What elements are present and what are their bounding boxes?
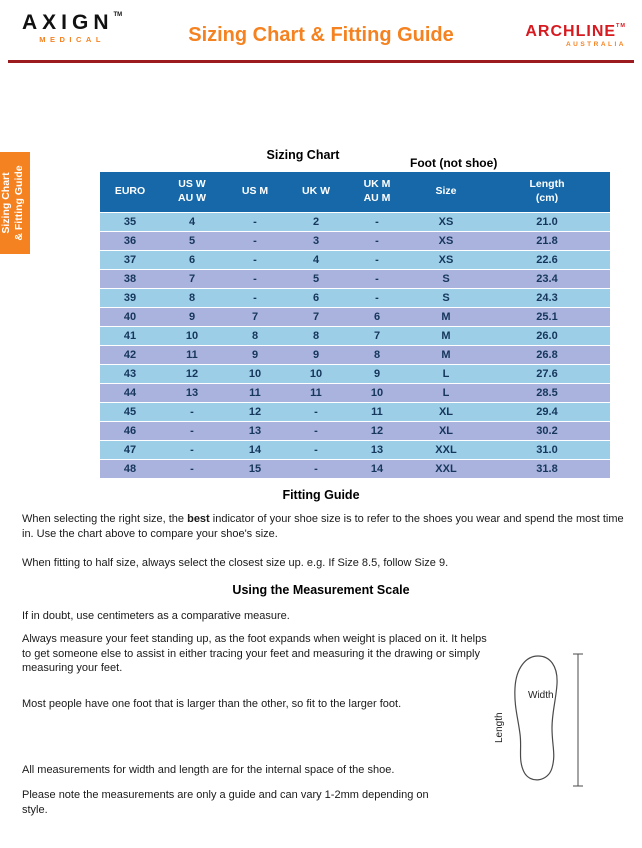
table-cell: 12	[224, 403, 286, 422]
table-cell: -	[286, 460, 346, 479]
table-cell: -	[224, 251, 286, 270]
table-cell: -	[346, 270, 408, 289]
table-cell: 7	[346, 327, 408, 346]
table-cell: 9	[346, 365, 408, 384]
table-cell: 6	[160, 251, 224, 270]
column-header: UK M AU M	[346, 172, 408, 213]
table-cell: 40	[100, 308, 160, 327]
table-cell: XXL	[408, 460, 484, 479]
table-cell: -	[286, 422, 346, 441]
table-cell: 4	[286, 251, 346, 270]
table-cell: M	[408, 346, 484, 365]
axign-wordmark: AXIGN	[22, 11, 114, 34]
table-cell: S	[408, 289, 484, 308]
table-cell: 29.4	[484, 403, 610, 422]
table-cell: L	[408, 384, 484, 403]
table-row	[100, 422, 610, 441]
fitting-guide-paragraph-2: When fitting to half size, always select the closest size up. e.g. If Size 8.5, follow Size 9.	[22, 557, 449, 569]
table-cell: -	[224, 213, 286, 232]
table-row	[100, 346, 610, 365]
table-cell: 15	[224, 460, 286, 479]
table-row	[100, 384, 610, 403]
p1-bold-text: best	[187, 513, 210, 525]
p1-text: When selecting the right size, the	[22, 513, 188, 525]
table-row	[100, 327, 610, 346]
column-header: Length (cm)	[484, 172, 610, 213]
column-header: US M	[224, 172, 286, 213]
table-cell: 13	[160, 384, 224, 403]
header	[0, 0, 642, 60]
table-cell: XXL	[408, 441, 484, 460]
table-cell: 35	[100, 213, 160, 232]
table-cell: 41	[100, 327, 160, 346]
table-cell: 13	[224, 422, 286, 441]
table-cell: 42	[100, 346, 160, 365]
table-cell: XS	[408, 232, 484, 251]
table-cell: 27.6	[484, 365, 610, 384]
side-tab	[0, 152, 30, 254]
side-tab-line2: & Fitting Guide	[13, 165, 25, 241]
header-divider	[8, 60, 634, 63]
table-cell: 4	[160, 213, 224, 232]
table-cell: 11	[286, 384, 346, 403]
table-cell: 7	[160, 270, 224, 289]
table-cell: 11	[160, 346, 224, 365]
table-cell: -	[160, 403, 224, 422]
table-cell: 8	[224, 327, 286, 346]
table-cell: 9	[224, 346, 286, 365]
table-cell: 39	[100, 289, 160, 308]
column-header: Size	[408, 172, 484, 213]
table-cell: 38	[100, 270, 160, 289]
table-cell: -	[286, 441, 346, 460]
column-header: EURO	[100, 172, 160, 213]
table-cell: 22.6	[484, 251, 610, 270]
table-cell: 45	[100, 403, 160, 422]
archline-logo-sub: AUSTRALIA	[565, 41, 626, 48]
measurement-paragraph-3: Most people have one foot that is larger than the other, so fit to the larger foot.	[22, 698, 402, 710]
table-row	[100, 213, 610, 232]
measurement-paragraph-2: Always measure your feet standing up, as the foot expands when weight is placed on it. It helps to get someone else to assist in either tracing your feet and measuring it the drawing or simply measuring your feet.	[22, 633, 487, 675]
measurement-scale-title: Using the Measurement Scale	[232, 583, 410, 597]
table-cell: XS	[408, 213, 484, 232]
table-cell: 26.0	[484, 327, 610, 346]
table-row	[100, 270, 610, 289]
trademark-symbol: TM	[616, 23, 626, 29]
table-cell: 3	[286, 232, 346, 251]
table-cell: 48	[100, 460, 160, 479]
table-cell: 36	[100, 232, 160, 251]
table-cell: -	[346, 232, 408, 251]
table-cell: L	[408, 365, 484, 384]
table-cell: 37	[100, 251, 160, 270]
table-cell: 14	[224, 441, 286, 460]
table-cell: 10	[160, 327, 224, 346]
table-cell: 10	[224, 365, 286, 384]
table-row	[100, 308, 610, 327]
sizing-chart-title: Sizing Chart	[266, 148, 340, 162]
table-cell: 11	[346, 403, 408, 422]
foot-outline-icon	[486, 648, 586, 792]
side-tab-label	[0, 152, 30, 254]
table-header-row	[100, 172, 610, 213]
table-row	[100, 403, 610, 422]
table-cell: 6	[286, 289, 346, 308]
table-cell: 12	[346, 422, 408, 441]
table-cell: -	[346, 289, 408, 308]
table-cell: M	[408, 308, 484, 327]
table-cell: -	[224, 232, 286, 251]
fitting-guide-title: Fitting Guide	[282, 488, 360, 502]
table-cell: M	[408, 327, 484, 346]
table-cell: -	[224, 270, 286, 289]
table-cell: 13	[346, 441, 408, 460]
column-header: UK W	[286, 172, 346, 213]
table-row	[100, 460, 610, 479]
table-cell: XL	[408, 403, 484, 422]
table-cell: 21.8	[484, 232, 610, 251]
table-cell: -	[160, 460, 224, 479]
table-cell: 23.4	[484, 270, 610, 289]
table-cell: 7	[286, 308, 346, 327]
table-cell: 30.2	[484, 422, 610, 441]
foot-outline-path	[515, 656, 557, 780]
table-cell: 28.5	[484, 384, 610, 403]
table-cell: 5	[286, 270, 346, 289]
length-label: Length	[494, 712, 505, 743]
archline-logo	[525, 24, 626, 48]
table-cell: 25.1	[484, 308, 610, 327]
table-cell: -	[286, 403, 346, 422]
axign-logo-sub: MEDICAL	[39, 35, 105, 44]
fitting-guide-paragraph-1	[22, 512, 624, 541]
sizing-table	[100, 172, 610, 478]
trademark-symbol: TM	[113, 12, 123, 18]
table-cell: -	[224, 289, 286, 308]
axign-logo	[22, 12, 122, 44]
table-cell: -	[160, 441, 224, 460]
measurement-paragraph-5: Please note the measurements are only a guide and can vary 1-2mm depending on style.	[22, 789, 429, 816]
table-cell: 8	[160, 289, 224, 308]
table-row	[100, 441, 610, 460]
table-cell: 14	[346, 460, 408, 479]
foot-measurement-diagram	[486, 648, 586, 792]
table-row	[100, 232, 610, 251]
table-cell: S	[408, 270, 484, 289]
table-cell: 11	[224, 384, 286, 403]
table-cell: 6	[346, 308, 408, 327]
table-cell: 7	[224, 308, 286, 327]
table-cell: 2	[286, 213, 346, 232]
table-cell: 10	[346, 384, 408, 403]
table-cell: 9	[286, 346, 346, 365]
table-cell: -	[346, 213, 408, 232]
table-cell: 31.8	[484, 460, 610, 479]
column-header: US W AU W	[160, 172, 224, 213]
table-row	[100, 365, 610, 384]
table-cell: 24.3	[484, 289, 610, 308]
table-cell: 47	[100, 441, 160, 460]
table-cell: XL	[408, 422, 484, 441]
archline-logo-name	[525, 24, 626, 40]
table-cell: 31.0	[484, 441, 610, 460]
side-tab-line1: Sizing Chart	[0, 172, 12, 234]
width-label: Width	[528, 690, 554, 701]
measurement-paragraph-4: All measurements for width and length are for the internal space of the shoe.	[22, 764, 395, 776]
table-cell: 9	[160, 308, 224, 327]
p1-text: indicator of your shoe size is to refer to the shoes you wear and spend the most time in. Use the chart above to compare your shoe's size.	[22, 513, 624, 540]
table-cell: 10	[286, 365, 346, 384]
table-cell: 8	[346, 346, 408, 365]
table-cell: 46	[100, 422, 160, 441]
table-row	[100, 251, 610, 270]
table-cell: 43	[100, 365, 160, 384]
foot-not-shoe-note: Foot (not shoe)	[410, 156, 498, 170]
table-cell: 8	[286, 327, 346, 346]
table-cell: 12	[160, 365, 224, 384]
table-cell: 26.8	[484, 346, 610, 365]
table-cell: 21.0	[484, 213, 610, 232]
axign-logo-name	[22, 12, 122, 33]
table-cell: 44	[100, 384, 160, 403]
table-cell: XS	[408, 251, 484, 270]
measurement-paragraph-1: If in doubt, use centimeters as a comparative measure.	[22, 610, 290, 622]
archline-wordmark: ARCHLINE	[525, 23, 617, 40]
table-cell: 5	[160, 232, 224, 251]
table-cell: -	[160, 422, 224, 441]
page-title: Sizing Chart & Fitting Guide	[188, 24, 454, 46]
table-cell: -	[346, 251, 408, 270]
table-row	[100, 289, 610, 308]
